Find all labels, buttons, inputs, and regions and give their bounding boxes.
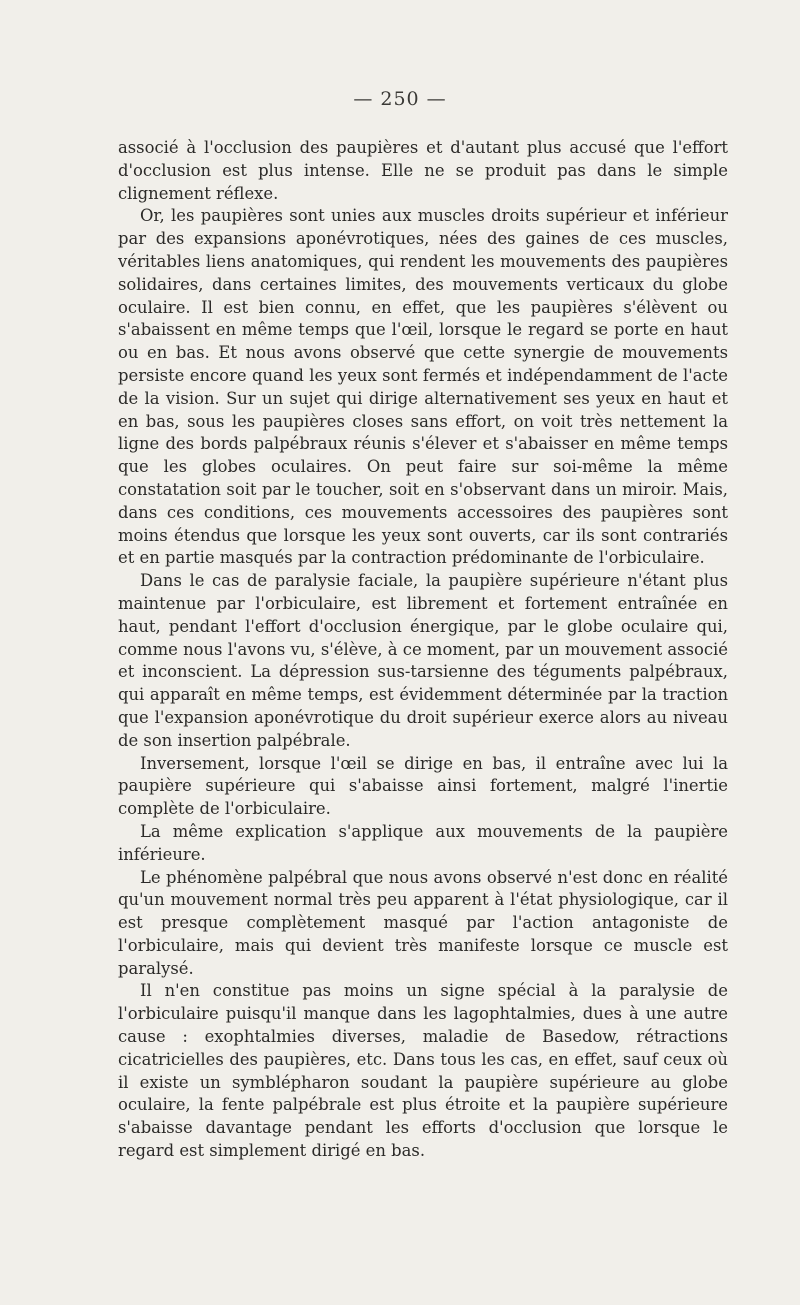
paragraph-1: associé à l'occlusion des paupières et d'autant plus accusé que l'effort d'occlusion est plus intense. Elle ne se produit pas dans le simple clignement réflexe.	[118, 138, 728, 203]
paragraph-3: Dans le cas de paralysie faciale, la paupière supérieure n'étant plus maintenue par l'orbiculaire, est librement et fortement entraînée en haut, pendant l'effort d'occlusion énergique, par le globe oculaire qui, comme nous l'avons vu, s'élève, à ce moment, par un mouvement associé et inconscient. La dépression sus-tarsienne des téguments palpébraux, qui apparaît en même temps, est évidemment déterminée par la traction que l'expansion aponévrotique du droit supérieur exerce alors au niveau de son insertion palpébrale.	[118, 571, 728, 750]
paragraph-7: Il n'en constitue pas moins un signe spécial à la paralysie de l'orbiculaire puisqu'il manque dans les lagophtalmies, dues à une autre cause : exophtalmies diverses, maladie de Basedow, rétractions cicatricielles des paupières, etc. Dans tous les cas, en effet, sauf ceux où il existe un symblépharon soudant la paupière supérieure au globe oculaire, la fente palpébrale est plus étroite et la paupière supérieure s'abaisse davantage pendant les efforts d'occlusion que lorsque le regard est simplement dirigé en bas.	[118, 981, 728, 1161]
body-text	[118, 137, 728, 1163]
paragraph-2: Or, les paupières sont unies aux muscles droits supérieur et inférieur par des expansions aponévrotiques, nées des gaines de ces muscles, véritables liens anatomiques, qui rendent les mouvements des paupières solidaires, dans certaines limites, des mouvements verticaux du globe oculaire. Il est bien connu, en effet, que les paupières s'élèvent ou s'abaissent en même temps que l'œil, lorsque le regard se porte en haut ou en bas. Et nous avons observé que cette synergie de mouvements persiste encore quand les yeux sont fermés et indépendamment de l'acte de la vision. Sur un sujet qui dirige alternativement ses yeux en haut et en bas, sous les paupières closes sans effort, on voit très nettement la ligne des bords palpébraux réunis s'élever et s'abaisser en même temps que les globes oculaires. On peut faire sur soi-même la même constatation soit par le toucher, soit en s'observant dans un miroir. Mais, dans ces conditions, ces mouvements accessoires des paupières sont moins étendus que lorsque les yeux sont ouverts, car ils sont contrariés et en partie masqués par la contraction prédominante de l'orbiculaire.	[118, 206, 728, 568]
paragraph-6: Le phénomène palpébral que nous avons observé n'est donc en réalité qu'un mouvement normal très peu apparent à l'état physiologique, car il est presque complètement masqué par l'action antagoniste de l'orbiculaire, mais qui devient très manifeste lorsque ce muscle est paralysé.	[118, 867, 728, 978]
page-number: — 250 —	[353, 88, 447, 110]
paragraph-5: La même explication s'applique aux mouvements de la paupière inférieure.	[118, 821, 728, 864]
paragraph-4: Inversement, lorsque l'œil se dirige en bas, il entraîne avec lui la paupière supérieure qui s'abaisse ainsi fortement, malgré l'inertie complète de l'orbiculaire.	[118, 753, 728, 819]
